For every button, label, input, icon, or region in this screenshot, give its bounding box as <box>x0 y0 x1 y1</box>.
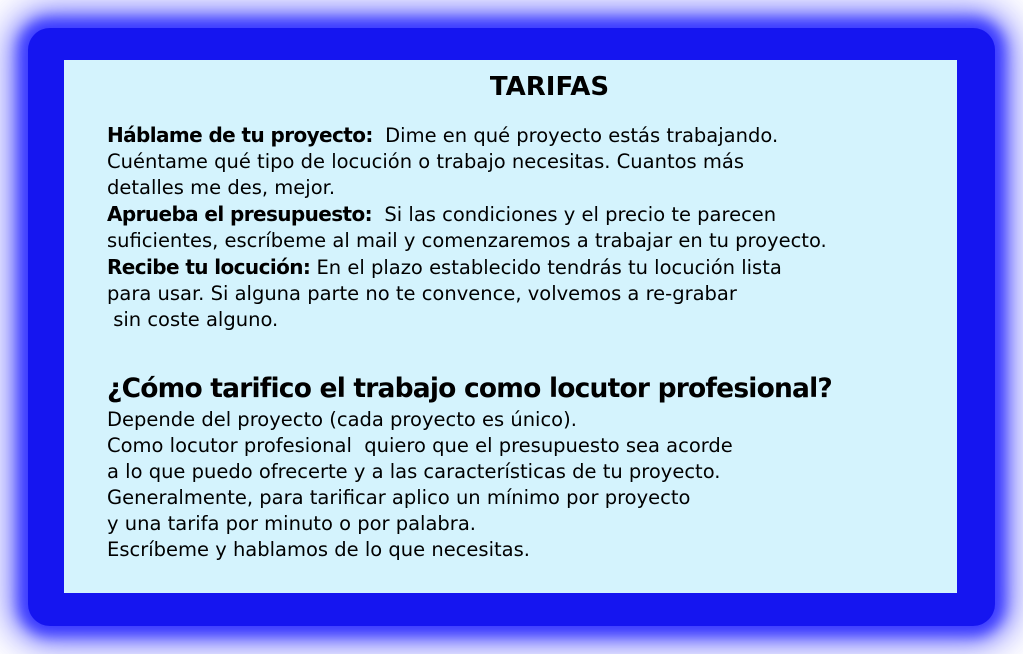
step-text: Cuéntame qué tipo de locución o trabajo necesitas. Cuantos más <box>107 150 744 173</box>
step-locucion <box>107 254 957 333</box>
answer-line: y una tarifa por minuto o por palabra. <box>107 512 476 535</box>
answer-line: Escríbeme y hablamos de lo que necesitas. <box>107 538 530 561</box>
step-presupuesto <box>107 201 957 254</box>
step-text: sin coste alguno. <box>107 308 279 331</box>
step-label: Aprueba el presupuesto: <box>107 202 373 226</box>
answer-line: Generalmente, para tarificar aplico un mínimo por proyecto <box>107 486 691 509</box>
step-text: detalles me des, mejor. <box>107 176 336 199</box>
step-text: En el plazo establecido tendrás tu locución lista <box>310 256 782 279</box>
step-label: Háblame de tu proyecto: <box>107 123 373 147</box>
step-text: para usar. Si alguna parte no te convence, volvemos a re-grabar <box>107 282 737 305</box>
step-label: Recibe tu locución: <box>107 255 311 279</box>
pricing-question-heading: ¿Cómo tarifico el trabajo como locutor profesional? <box>107 373 832 404</box>
steps-list <box>107 122 957 333</box>
answer-line: Como locutor profesional quiero que el presupuesto sea acorde <box>107 434 733 457</box>
step-text: Dime en qué proyecto estás trabajando. <box>372 124 779 147</box>
pricing-answer <box>107 407 733 563</box>
step-text: suficientes, escríbeme al mail y comenzaremos a trabajar en tu proyecto. <box>107 229 827 252</box>
step-proyecto <box>107 122 957 201</box>
answer-line: Depende del proyecto (cada proyecto es único). <box>107 408 577 431</box>
page-title: TARIFAS <box>489 72 610 102</box>
answer-line: a lo que puedo ofrecerte y a las características de tu proyecto. <box>107 460 721 483</box>
tarifas-panel <box>64 60 957 593</box>
step-text: Si las condiciones y el precio te parecen <box>372 203 777 226</box>
